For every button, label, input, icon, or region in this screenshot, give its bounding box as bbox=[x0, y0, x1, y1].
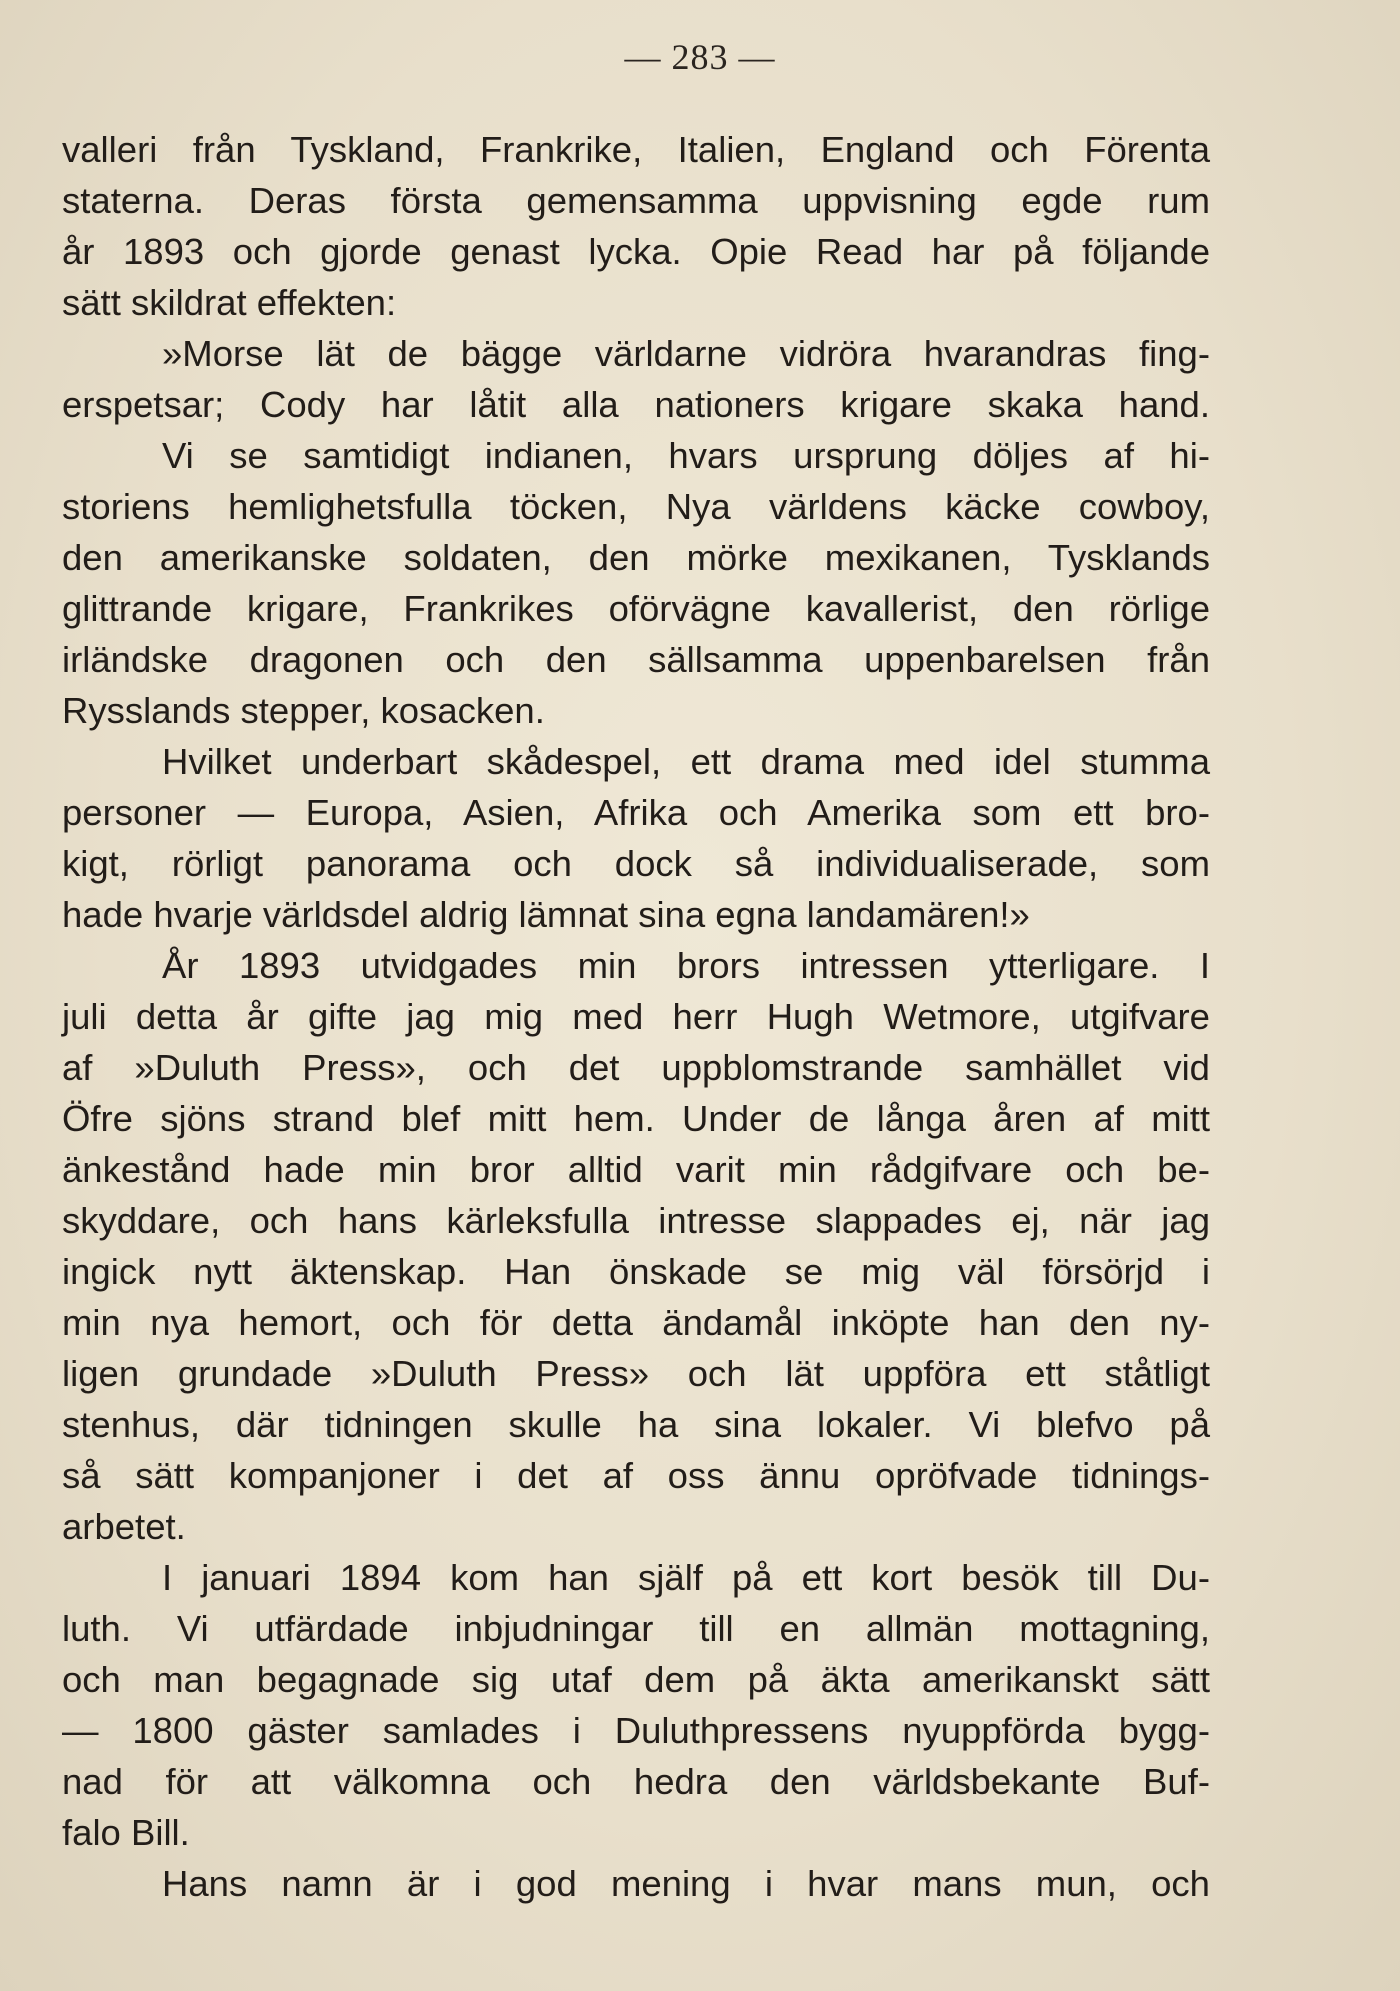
text-line: År 1893 utvidgades min brors intressen ytterligare. I bbox=[162, 945, 1210, 986]
text-line: och man begagnade sig utaf dem på äkta amerikanskt sätt bbox=[62, 1659, 1210, 1700]
text-line: erspetsar; Cody har låtit alla nationers krigare skaka hand. bbox=[62, 384, 1210, 425]
text-line: nad för att välkomna och hedra den världsbekante Buf- bbox=[62, 1761, 1210, 1802]
text-line: ingick nytt äktenskap. Han önskade se mig väl försörjd i bbox=[62, 1251, 1210, 1292]
text-line: Hvilket underbart skådespel, ett drama med idel stumma bbox=[162, 741, 1210, 782]
text-line: staterna. Deras första gemensamma uppvisning egde rum bbox=[62, 180, 1210, 221]
text-line: stenhus, där tidningen skulle ha sina lokaler. Vi blefvo på bbox=[62, 1404, 1210, 1445]
text-line: irländske dragonen och den sällsamma uppenbarelsen från bbox=[62, 639, 1210, 680]
text-line: så sätt kompanjoner i det af oss ännu opröfvade tidnings- bbox=[62, 1455, 1210, 1496]
text-line: år 1893 och gjorde genast lycka. Opie Read har på följande bbox=[62, 231, 1210, 272]
text-line: hade hvarje världsdel aldrig lämnat sina egna landamären!» bbox=[62, 894, 1030, 935]
text-line: min nya hemort, och för detta ändamål inköpte han den ny- bbox=[62, 1302, 1210, 1343]
text-line: glittrande krigare, Frankrikes oförvägne kavallerist, den rörlige bbox=[62, 588, 1210, 629]
text-line: den amerikanske soldaten, den mörke mexikanen, Tysklands bbox=[62, 537, 1210, 578]
page-number: — 283 — bbox=[624, 37, 776, 77]
text-line: falo Bill. bbox=[62, 1812, 190, 1853]
text-line: personer — Europa, Asien, Afrika och Amerika som ett bro- bbox=[62, 792, 1210, 833]
text-line: — 1800 gäster samlades i Duluthpressens nyuppförda bygg- bbox=[62, 1710, 1210, 1751]
text-line: luth. Vi utfärdade inbjudningar till en allmän mottagning, bbox=[62, 1608, 1210, 1649]
text-line: Vi se samtidigt indianen, hvars ursprung döljes af hi- bbox=[162, 435, 1210, 476]
text-line: »Morse lät de bägge världarne vidröra hvarandras fing- bbox=[162, 333, 1210, 374]
text-line: I januari 1894 kom han själf på ett kort besök till Du- bbox=[162, 1557, 1210, 1598]
text-line: Öfre sjöns strand blef mitt hem. Under de långa åren af mitt bbox=[62, 1098, 1210, 1139]
text-line: arbetet. bbox=[62, 1506, 186, 1547]
text-line: kigt, rörligt panorama och dock så individualiserade, som bbox=[62, 843, 1210, 884]
text-line: skyddare, och hans kärleksfulla intresse slappades ej, när jag bbox=[62, 1200, 1210, 1241]
text-line: ligen grundade »Duluth Press» och lät uppföra ett ståtligt bbox=[62, 1353, 1210, 1394]
text-line: Hans namn är i god mening i hvar mans mun, och bbox=[162, 1863, 1210, 1904]
text-line: änkestånd hade min bror alltid varit min rådgifvare och be- bbox=[62, 1149, 1210, 1190]
text-line: juli detta år gifte jag mig med herr Hugh Wetmore, utgifvare bbox=[62, 996, 1210, 1037]
text-line: sätt skildrat effekten: bbox=[62, 282, 397, 323]
text-line: valleri från Tyskland, Frankrike, Italien, England och Förenta bbox=[62, 129, 1210, 170]
body-text bbox=[62, 124, 1210, 1909]
text-line: Rysslands stepper, kosacken. bbox=[62, 690, 545, 731]
text-line: af »Duluth Press», och det uppblomstrande samhället vid bbox=[62, 1047, 1210, 1088]
text-line: storiens hemlighetsfulla töcken, Nya världens käcke cowboy, bbox=[62, 486, 1210, 527]
